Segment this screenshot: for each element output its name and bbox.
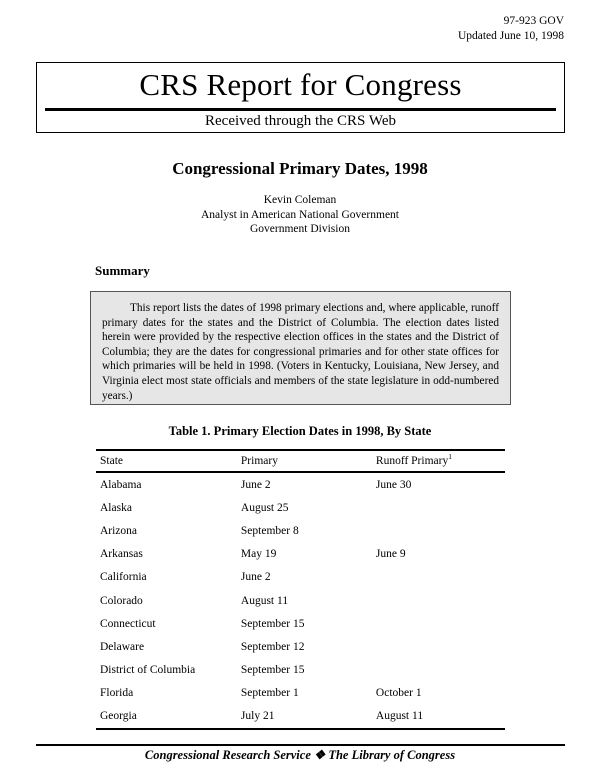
column-header-primary: Primary xyxy=(237,450,372,472)
cell-state: Colorado xyxy=(100,594,143,607)
cell-primary: September 1 xyxy=(240,687,299,700)
cell-primary: May 19 xyxy=(240,548,277,561)
footnote-marker: 1 xyxy=(448,452,452,462)
cell-primary: September 15 xyxy=(240,617,305,630)
cell-runoff xyxy=(372,496,505,519)
summary-box xyxy=(90,291,511,405)
cell-primary: September 15 xyxy=(240,664,305,677)
cell-runoff xyxy=(372,635,505,658)
table-row xyxy=(96,682,505,705)
table-row xyxy=(96,635,505,658)
column-header-state: State xyxy=(96,450,237,472)
crs-masthead-subtitle: Received through the CRS Web xyxy=(205,113,396,129)
cell-primary: July 21 xyxy=(237,705,372,729)
byline xyxy=(0,193,600,237)
cell-state: California xyxy=(100,571,147,584)
cell-runoff xyxy=(372,589,505,612)
report-identifier xyxy=(458,14,564,44)
table-body xyxy=(96,472,505,729)
primary-dates-table xyxy=(96,449,505,730)
cell-runoff xyxy=(372,566,505,589)
cell-state: Arizona xyxy=(100,524,138,537)
summary-text: This report lists the dates of 1998 primary elections and, where applicable, runoff primary dates for the states and the District of Columbia. The election dates listed herein were provided by the respective election offices in the states and the District of Columbia; they are the dates for congressional primaries and for other state offices for which primaries will be held in 1998. (Voters in Kentucky, Louisiana, New Jersey, and Virginia elect most state officials and members of the state legislature in odd-numbered years.) xyxy=(102,302,499,402)
cell-runoff xyxy=(372,659,505,682)
table-row xyxy=(96,543,505,566)
table-row xyxy=(96,519,505,542)
cell-primary: June 2 xyxy=(240,571,271,584)
table-row xyxy=(96,566,505,589)
cell-runoff: October 1 xyxy=(375,687,422,700)
footer-attribution: Congressional Research Service ❖ The Library of Congress xyxy=(144,748,456,762)
crs-masthead-title: CRS Report for Congress xyxy=(139,67,462,102)
table-row xyxy=(96,659,505,682)
cell-primary: August 11 xyxy=(240,594,289,607)
author-role: Analyst in American National Government xyxy=(200,208,399,221)
table-row xyxy=(96,496,505,519)
cell-state: Connecticut xyxy=(100,617,156,630)
table-header-row xyxy=(96,450,505,472)
cell-state: Arkansas xyxy=(100,548,143,561)
column-header-runoff-label: Runoff Primary xyxy=(375,455,449,467)
report-number: 97-923 GOV xyxy=(503,15,564,27)
table-row xyxy=(96,589,505,612)
cell-state: Alabama xyxy=(100,478,142,491)
table-row xyxy=(96,705,505,729)
cell-runoff xyxy=(372,612,505,635)
crs-masthead-box xyxy=(36,62,565,133)
cell-runoff: June 30 xyxy=(375,478,412,491)
page-title: Congressional Primary Dates, 1998 xyxy=(172,159,428,178)
report-updated-date: Updated June 10, 1998 xyxy=(457,30,564,42)
author-division: Government Division xyxy=(250,223,350,235)
author-name: Kevin Coleman xyxy=(263,194,337,206)
cell-state: Alaska xyxy=(100,501,132,514)
column-header-runoff-primary xyxy=(372,450,505,472)
table-caption: Table 1. Primary Election Dates in 1998, By State xyxy=(168,424,432,438)
table-row xyxy=(96,472,505,496)
cell-state: Georgia xyxy=(96,705,237,729)
cell-state: Florida xyxy=(100,687,134,700)
cell-primary: June 2 xyxy=(240,478,271,491)
table-row xyxy=(96,612,505,635)
cell-runoff: June 9 xyxy=(375,548,406,561)
cell-primary: September 8 xyxy=(240,524,299,537)
table-header xyxy=(96,450,505,472)
cell-state: District of Columbia xyxy=(100,664,196,677)
summary-heading: Summary xyxy=(95,263,150,278)
cell-runoff xyxy=(372,519,505,542)
cell-state: Delaware xyxy=(100,640,145,653)
cell-primary: September 12 xyxy=(240,640,305,653)
cell-primary: August 25 xyxy=(240,501,289,514)
cell-runoff: August 11 xyxy=(372,705,505,729)
